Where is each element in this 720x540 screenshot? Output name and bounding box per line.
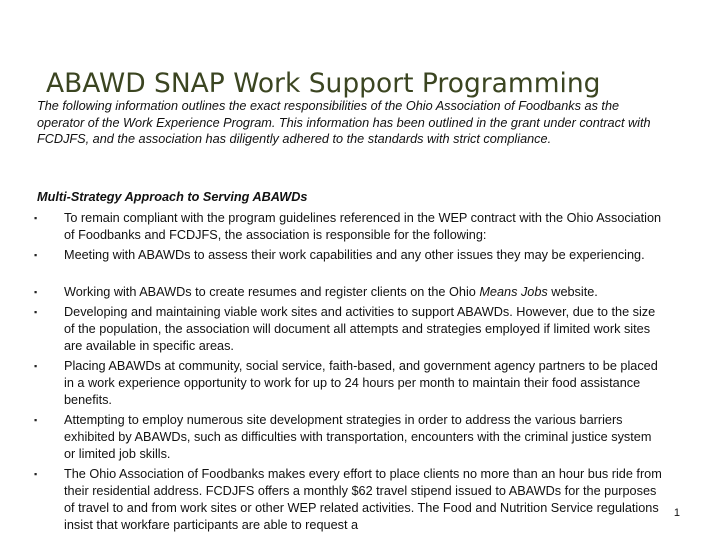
list-item-text: The Ohio Association of Foodbanks makes every effort to place clients no more than an hour bus ride from their residential address. FCDJFS offers a monthly $62 travel stipend issued to ABAWDs for the purposes of travel to and from work sites or other WEP related activities. The Food and Nutrition Service regulations insist that workfare participants are able to request a — [64, 467, 662, 532]
list-item — [34, 304, 666, 355]
list-item — [34, 247, 666, 264]
bullet-icon: ▪ — [34, 250, 38, 260]
page-title: ABAWD SNAP Work Support Programming — [46, 67, 601, 99]
list-item-text — [64, 284, 666, 301]
page-number: 1 — [673, 507, 680, 519]
list-item — [34, 210, 666, 244]
bullet-icon: ▪ — [34, 213, 38, 223]
list-item-text: Placing ABAWDs at community, social service, faith-based, and government agency partners to be placed in a work experience opportunity to work for up to 24 hours per month to maintain their food assistance benefits. — [64, 359, 658, 407]
means-jobs-link-text: Means Jobs — [479, 285, 548, 299]
list-item-text: Attempting to employ numerous site development strategies in order to address the various barriers exhibited by ABAWDs, such as difficulties with transportation, encounters with the criminal justice system or limited job skills. — [64, 413, 652, 461]
list-item-text: Developing and maintaining viable work sites and activities to support ABAWDs. However, due to the size of the population, the association will document all attempts and strategies employed if limited work sites are available in specific areas. — [64, 305, 656, 353]
list-item-text-after: website. — [547, 285, 598, 299]
bullet-icon: ▪ — [34, 469, 38, 479]
section-heading: Multi-Strategy Approach to Serving ABAWDs — [37, 190, 308, 204]
list-item — [34, 412, 666, 463]
bullet-icon: ▪ — [34, 415, 38, 425]
list-item-text-before: Working with ABAWDs to create resumes and register clients on the Ohio — [64, 285, 480, 299]
bullet-icon: ▪ — [34, 361, 38, 371]
intro-paragraph: The following information outlines the exact responsibilities of the Ohio Association of Foodbanks as the operator of the Work Experience Program. This information has been outlined in the grant under contract with FCDJFS, and the association has diligently adhered to the standards with strict compliance. — [37, 99, 651, 147]
bullet-icon: ▪ — [34, 307, 38, 317]
list-item — [34, 284, 666, 301]
list-item-text: Meeting with ABAWDs to assess their work capabilities and any other issues they may be experiencing. — [64, 248, 645, 262]
list-item-text: To remain compliant with the program guidelines referenced in the WEP contract with the Ohio Association of Foodbanks and FCDJFS, the association is responsible for the following: — [64, 211, 662, 242]
bullet-icon: ▪ — [34, 287, 38, 297]
list-item — [34, 358, 666, 409]
list-item — [34, 466, 666, 534]
